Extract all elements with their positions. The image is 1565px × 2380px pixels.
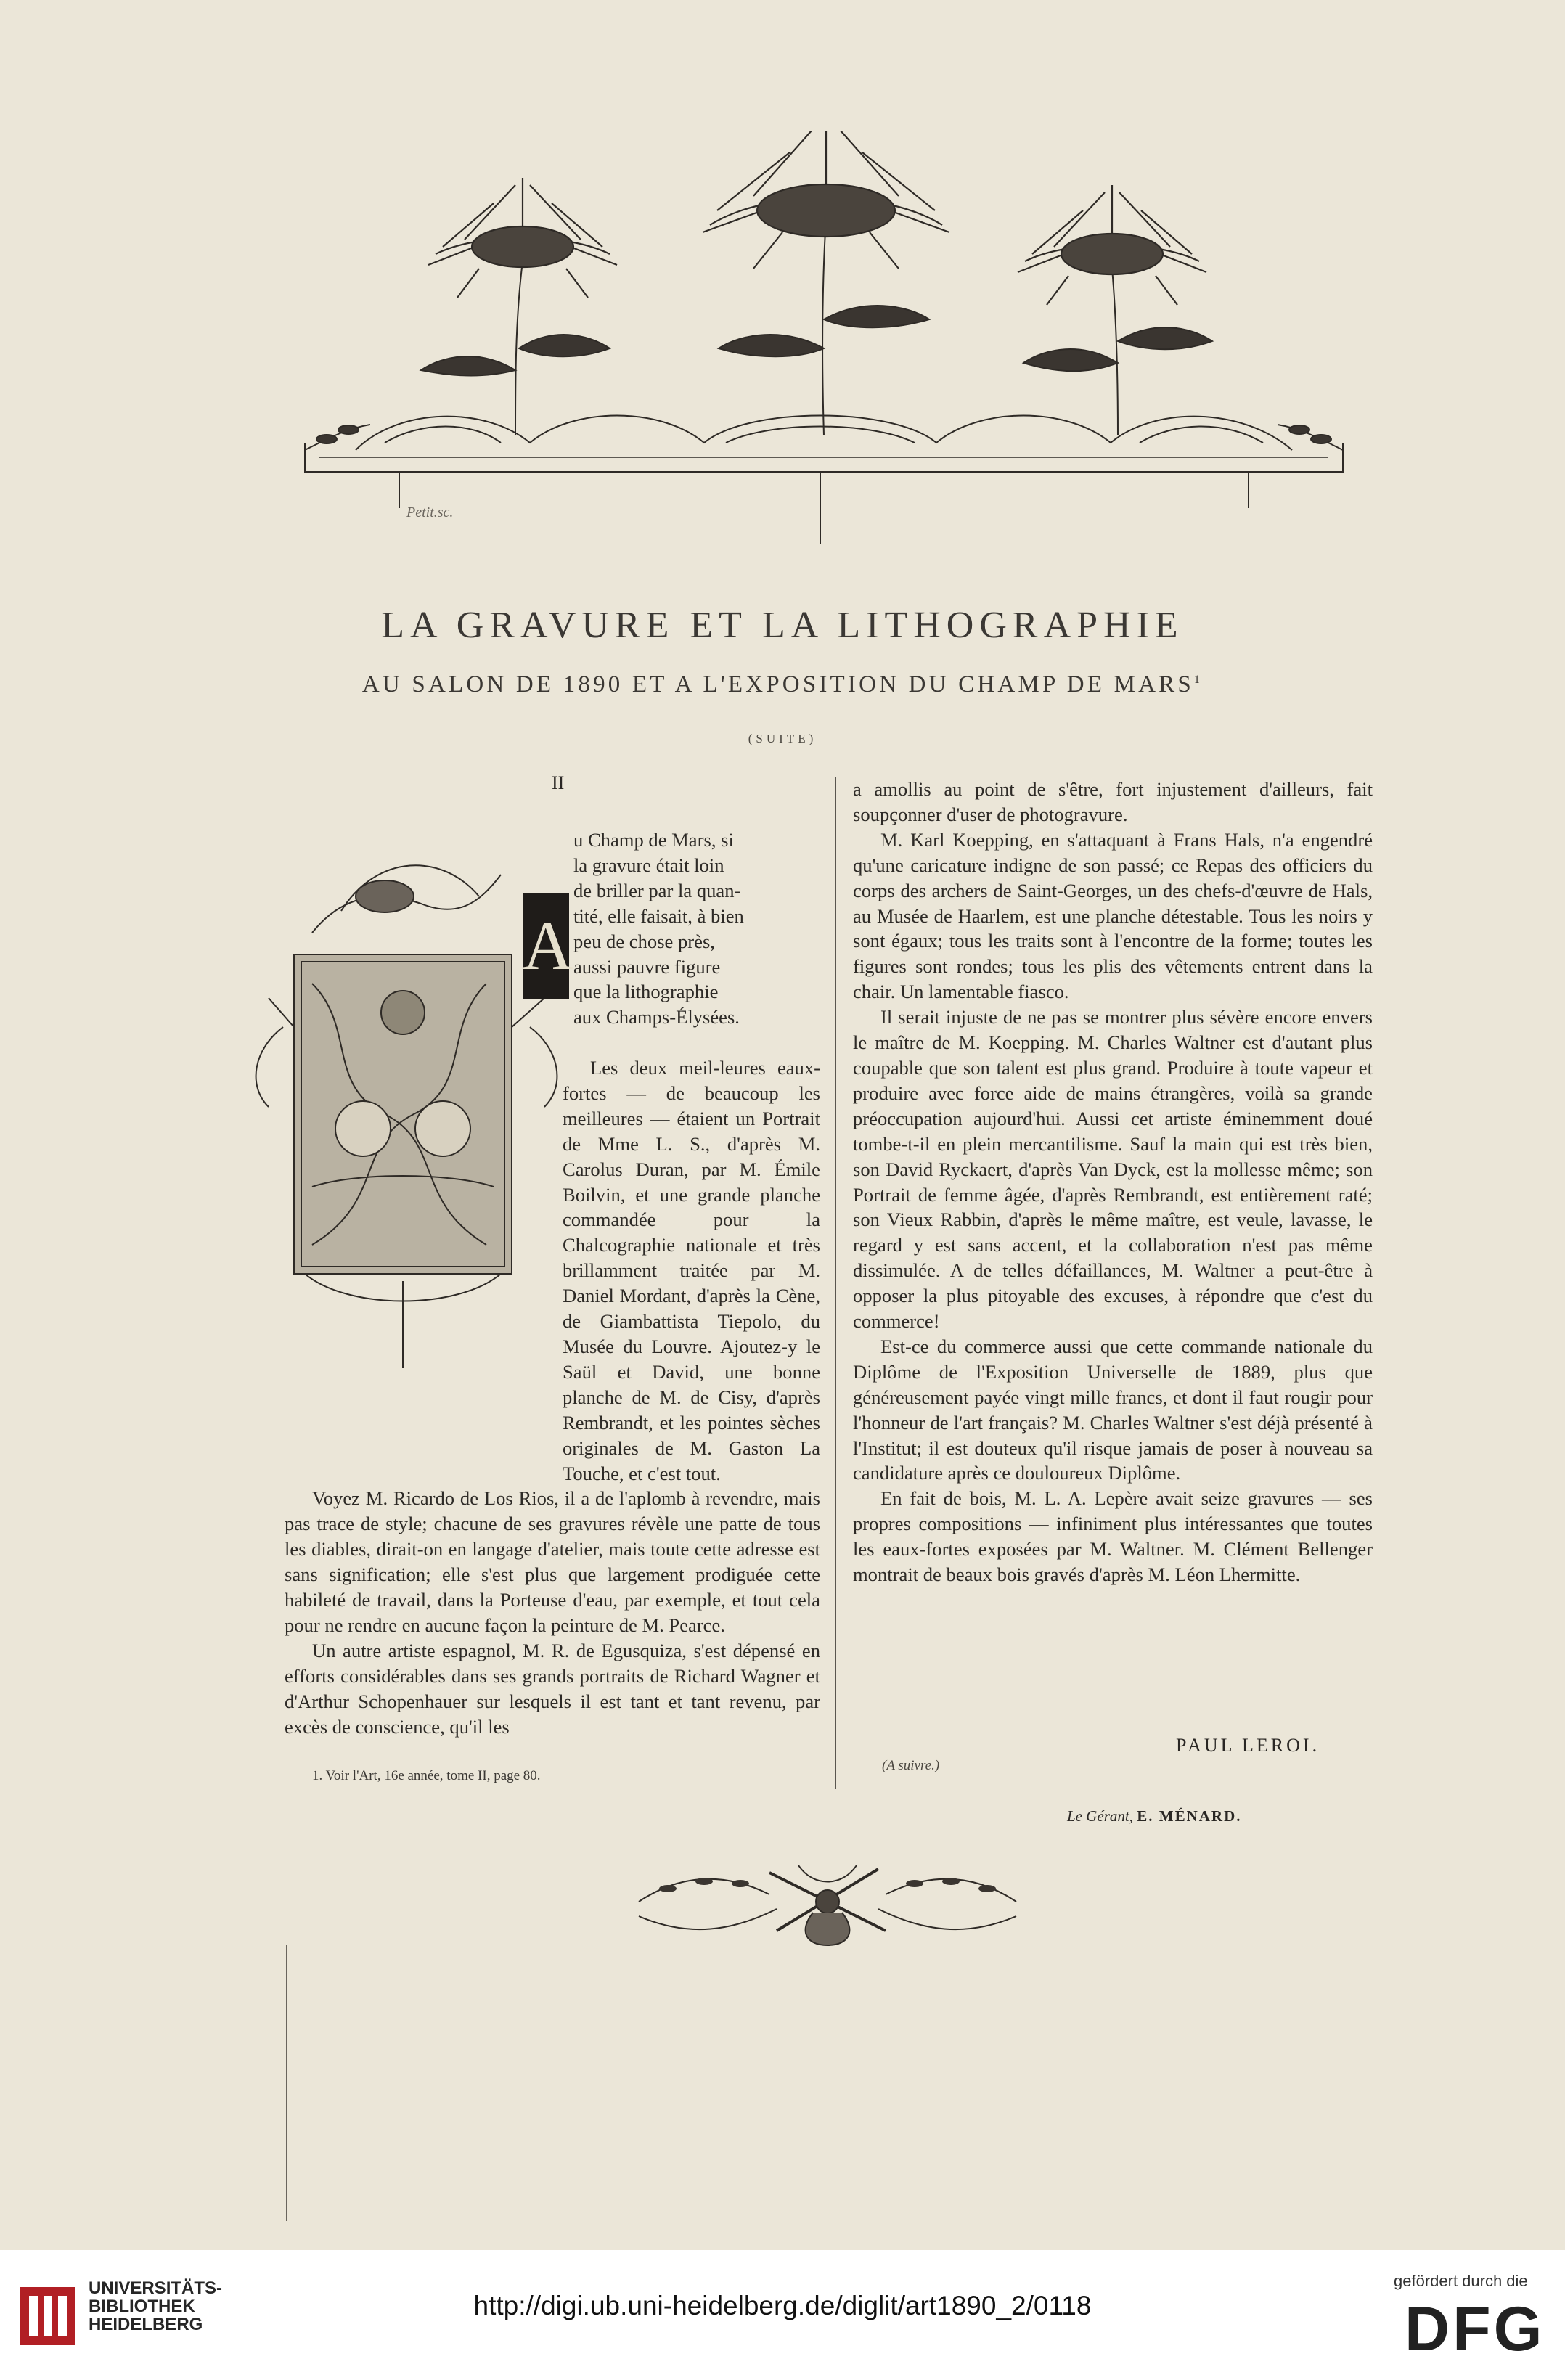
left-column-wrapped-lines xyxy=(573,827,820,1030)
paragraph: Un autre artiste espagnol, M. R. de Egusquiza, s'est dépensé en efforts considérables dans ses grands portraits de Richard Wagner et d'Arthur Schopenhauer sur lesquels il est tant et tant revenu, par excès de conscience, qu'il les xyxy=(285,1639,820,1738)
text-line: aux Champs-Élysées. xyxy=(573,1006,740,1029)
text-line: tité, elle faisait, à bien xyxy=(573,904,744,927)
column-divider xyxy=(835,777,836,1789)
dfg-logo: DFG xyxy=(1405,2294,1545,2364)
text-line: u Champ de Mars, si xyxy=(573,829,734,851)
footnote: 1. Voir l'Art, 16e année, tome II, page 80. xyxy=(312,1768,541,1783)
gerant-label: Le Gérant, xyxy=(1067,1807,1133,1825)
text-line: aussi pauvre figure xyxy=(573,955,721,978)
text-line: peu de chose près, xyxy=(573,930,715,952)
library-line: UNIVERSITÄTS- xyxy=(89,2278,223,2298)
paragraph: Les deux meil-leures eaux-fortes — de beaucoup les meilleures — étaient un Portrait de Mme L. S., d'après M. Carolus Duran, par M. Émile Boilvin, et une grande planche commandée pour la Chalcographie nationale et très brillamment traitée par M. Daniel Mordant, d'après la Cène, de Giambattista Tiepolo, du Musée du Louvre. Ajoutez-y le Saül et David, une bonne planche de M. de Cisy, d'après Rembrandt, et les pointes sèches originales de M. Gaston La Touche, et c'est tout. xyxy=(563,1057,820,1484)
left-column-body xyxy=(285,1055,820,1739)
sponsor-text: gefördert durch die xyxy=(1394,2272,1528,2290)
drop-cap-letter: A xyxy=(523,893,569,999)
text-line: la gravure était loin xyxy=(573,854,724,876)
author-signature: PAUL LEROI. xyxy=(1176,1735,1320,1756)
paragraph: Voyez M. Ricardo de Los Rios, il a de l'aplomb à revendre, mais pas trace de style; chacune de ses gravures révèle une patte de tous les diables, dirait-on en langage d'atelier, mais toute cette adresse est sans signification; elle s'est plus que largement prodiguée cette habileté de travail, dans la Porteuse d'eau, par exemple, et tout cela pour ne rendre en aucune façon la peinture de M. Pearce. xyxy=(285,1487,820,1636)
paragraph: Il serait injuste de ne pas se montrer plus sévère encore envers le maître de M. Koepping. M. Charles Waltner est d'autant plus coupable que son talent est plus grand. Produire à toute vapeur et produire avec force aide de mains étrangères, voilà sa grande préoccupation aujourd'hui. Aussi cet artiste éminemment doué tombe-t-il en plein mercantilisme. Sauf la main qui est très bien, son David Ryckaert, d'après Van Dyck, est la mollesse même; son Portrait de femme âgée, d'après Rembrandt, est entièrement raté; son Vieux Rabbin, d'après le même maître, est veule, lavasse, le regard y est sans accent, et la collaboration n'est pas même dissimulée. A de telles défaillances, M. Waltner a peut-être à opposer la plus pitoyable des excuses, à répondre que c'est du commerce! xyxy=(853,1006,1373,1333)
paragraph: En fait de bois, M. L. A. Lepère avait seize gravures — ses propres compositions — infiniment plus intéressantes que toutes les eaux-fortes exposées par M. Waltner. M. Clément Bellenger montrait de beaux bois gravés d'après M. Léon Lhermitte. xyxy=(853,1487,1373,1586)
engraver-signature: Petit.sc. xyxy=(406,504,454,520)
library-line: BIBLIOTHEK xyxy=(89,2297,195,2316)
publisher-manager-line xyxy=(1067,1807,1242,1825)
paragraph: M. Karl Koepping, en s'attaquant à Frans Hals, n'a engendré qu'une caricature indigne de son passé; ce Repas des officiers du corps des archers de Saint-Georges, un des chefs-d'œuvre de Hals, au Musée de Haarlem, est une planche détestable. Tous les noirs y sont égaux; tous les traits sont à l'encontre de la forme; toutes les figures sont rondes; tous les plis des vêtements entrent dans la chair. Un lamentable fiasco. xyxy=(853,828,1373,1003)
text-line: que la lithographie xyxy=(573,981,719,1003)
continuation-label: (SUITE) xyxy=(748,732,817,745)
article-title: LA GRAVURE ET LA LITHOGRAPHIE xyxy=(381,605,1184,646)
paragraph: a amollis au point de s'être, fort injustement d'ailleurs, fait soupçonner d'user de photogravure. xyxy=(853,778,1373,825)
article-subtitle xyxy=(0,671,1565,698)
floral-headpiece-illustration xyxy=(298,131,1350,552)
text-line: de briller par la quan- xyxy=(573,879,741,901)
tailpiece-ornament-illustration xyxy=(624,1844,1031,1952)
right-column-body xyxy=(853,777,1373,1587)
paragraph: Est-ce du commerce aussi que cette commande nationale du Diplôme de l'Exposition Universelle de 1889, plus que généreusement payée vingt mille francs, et dont il faut rougir pour l'honneur de l'art français? M. Charles Waltner s'est déjà présenté à l'Institut; il est douteux qu'il risque jamais de poser à nouveau sa candidature après ce douloureux Diplôme. xyxy=(853,1335,1373,1484)
gerant-name: E. MÉNARD. xyxy=(1137,1807,1242,1825)
margin-rule xyxy=(286,1945,287,2221)
to-be-continued-note: (A suivre.) xyxy=(882,1758,940,1773)
footnote-marker: 1 xyxy=(1193,674,1204,686)
section-number: II xyxy=(552,772,565,793)
subtitle-text: AU SALON DE 1890 ET A L'EXPOSITION DU CHAMP DE MARS xyxy=(361,671,1194,698)
library-line: HEIDELBERG xyxy=(89,2315,203,2334)
permalink-url[interactable]: http://digi.ub.uni-heidelberg.de/diglit/art1890_2/0118 xyxy=(473,2291,1092,2320)
